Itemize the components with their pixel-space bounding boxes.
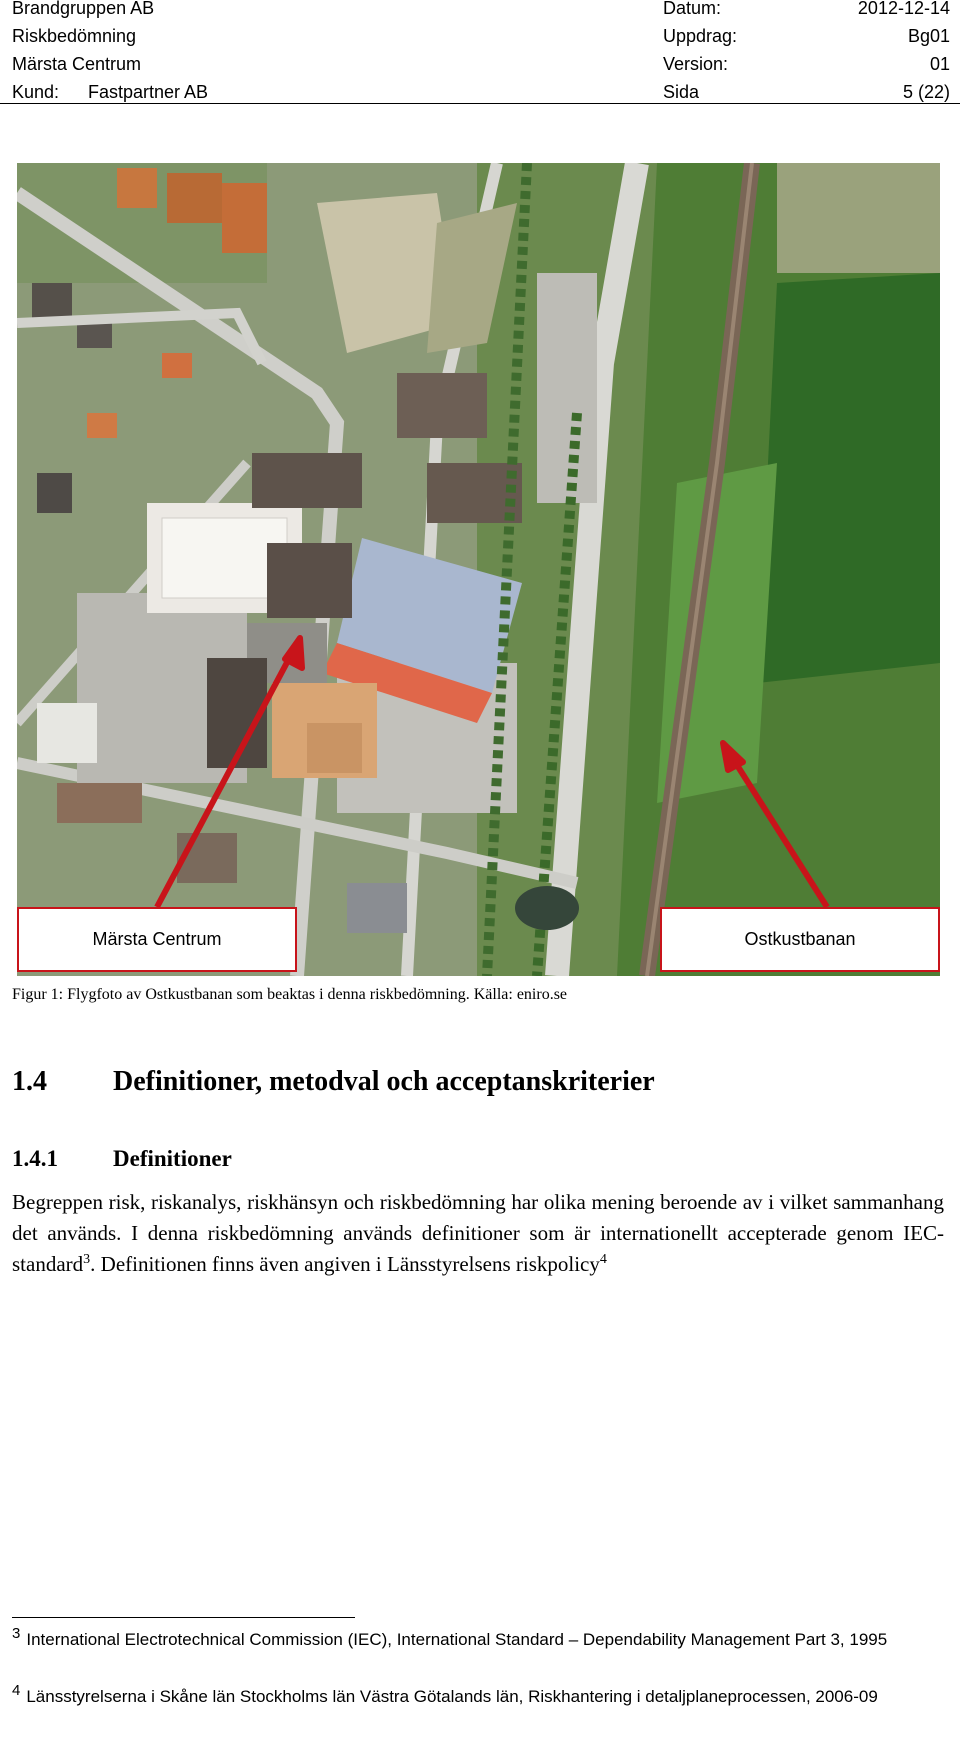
header-version-label: Version:	[663, 54, 729, 74]
footnote-ref-4[interactable]: 4	[599, 1252, 607, 1267]
header-row-client	[12, 78, 950, 106]
figure-caption: Figur 1: Flygfoto av Ostkustbanan som beaktas i denna riskbedömning. Källa: eniro.se	[12, 986, 568, 1003]
callout-marsta-centrum: Märsta Centrum	[17, 907, 297, 972]
footnote-4	[12, 1683, 944, 1711]
footnote-text: Länsstyrelserna i Skåne län Stockholms län Västra Götalands län, Riskhantering i detaljplaneprocessen, 2006-09	[26, 1687, 878, 1706]
aerial-photo	[17, 163, 940, 976]
header-project: Märsta Centrum	[12, 54, 142, 74]
header-page-value: 5 (22)	[902, 82, 950, 102]
header-company: Brandgruppen AB	[12, 0, 155, 18]
body-paragraph	[12, 1187, 944, 1280]
paragraph-text-2: . Definitionen finns även angiven i Länsstyrelsens riskpolicy	[90, 1252, 600, 1276]
header-version-value: 01	[929, 54, 950, 74]
footnote-marker: 4	[12, 1682, 21, 1700]
header-row-doctype	[12, 22, 950, 50]
paragraph-text-1: Begreppen risk, riskanalys, riskhänsyn och riskbedömning har olika mening beroende av i vilket sammanhang det används. I denna riskbedömning används definitioner som är internationellt accepterade genom IEC-standard	[12, 1190, 944, 1276]
section-number: 1.4	[12, 1066, 47, 1097]
footnote-marker: 3	[12, 1625, 21, 1643]
footnote-divider	[12, 1617, 355, 1618]
section-title: Definitioner, metodval och acceptanskriterier	[113, 1066, 655, 1097]
footnote-text: International Electrotechnical Commission (IEC), International Standard – Dependability Management Part 3, 1995	[26, 1630, 888, 1649]
section-heading	[12, 1062, 655, 1102]
header-client-value: Fastpartner AB	[88, 82, 209, 102]
header-date-label: Datum:	[663, 0, 722, 18]
subsection-heading	[12, 1143, 232, 1175]
header-page-label: Sida	[663, 82, 700, 102]
footnote-ref-3[interactable]: 3	[83, 1252, 91, 1267]
header-row-company	[12, 0, 950, 22]
callout-ostkustbanan: Ostkustbanan	[660, 907, 940, 972]
header-row-project	[12, 50, 950, 78]
header-doctype: Riskbedömning	[12, 26, 137, 46]
aerial-photo-illustration	[17, 163, 940, 976]
footnote-3	[12, 1626, 944, 1654]
header-date-value: 2012-12-14	[857, 0, 950, 18]
header-client-label: Kund:	[12, 82, 60, 102]
header-assignment-label: Uppdrag:	[663, 26, 738, 46]
subsection-number: 1.4.1	[12, 1146, 58, 1171]
header-divider	[0, 103, 960, 104]
subsection-title: Definitioner	[113, 1146, 232, 1171]
header-assignment-value: Bg01	[907, 26, 950, 46]
